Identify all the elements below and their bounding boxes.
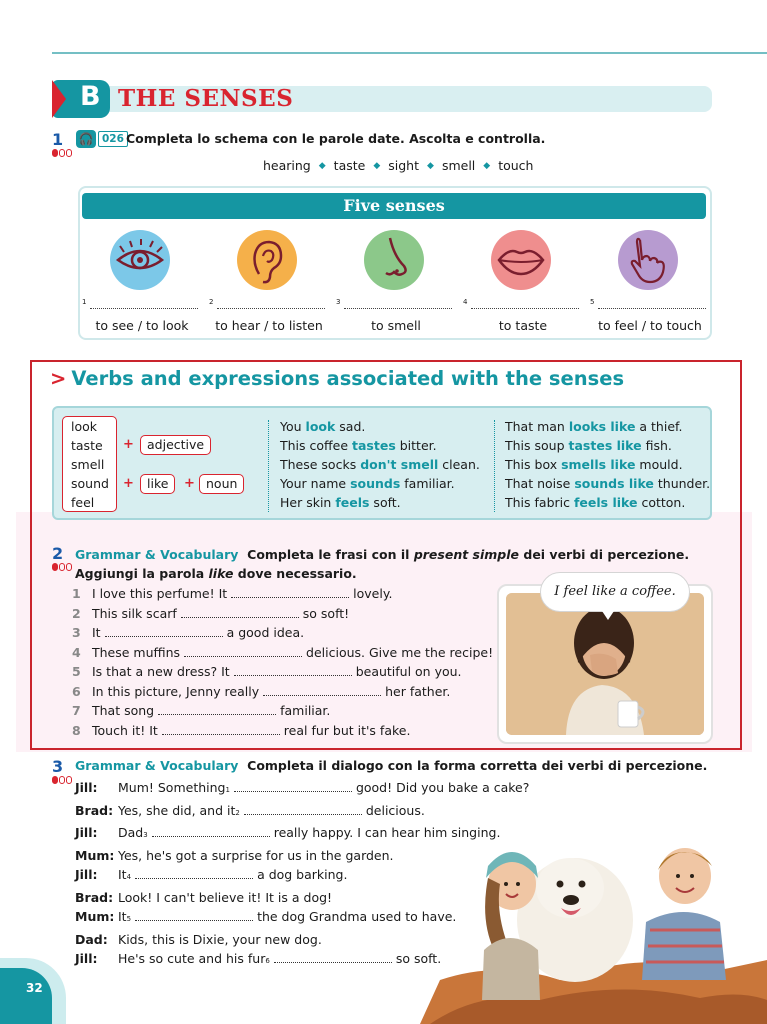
plus-sign: +	[184, 476, 195, 491]
answer-blank[interactable]	[234, 665, 352, 676]
exercise-2-instruction: Grammar & Vocabulary Completa le frasi con il present simple dei verbi di percezione. Aggiungi la parola like dove necessario.	[75, 547, 690, 581]
dialogue-line: Mum: Yes, he's got a surprise for us in the garden.	[75, 847, 394, 863]
sense-label: to see / to look	[95, 318, 189, 333]
adjective-examples	[280, 417, 480, 512]
five-senses-title: Five senses	[82, 193, 706, 219]
example-sentence: This soup tastes like fish.	[505, 438, 672, 453]
adjective-chip: adjective	[140, 435, 211, 455]
example-sentence: Your name sounds familiar.	[280, 476, 455, 491]
list-item: 4 These muffins delicious. Give me the recipe!	[72, 644, 494, 660]
dialogue-line: Jill: He's so cute and his fur $_6$ so soft.	[75, 951, 442, 966]
difficulty-indicator	[52, 776, 72, 784]
like-examples	[505, 417, 710, 512]
example-sentence: This box smells like mould.	[505, 457, 683, 472]
audio-track[interactable]	[76, 130, 128, 148]
chevron-right-icon: >	[50, 367, 67, 390]
ear-icon	[237, 230, 297, 290]
example-sentence: These socks don't smell clean.	[280, 457, 480, 472]
dialogue-line: Brad: Yes, she did, and it $_2$ delicious.	[75, 802, 425, 818]
answer-blank[interactable]	[231, 587, 349, 598]
list-item: 5 Is that a new dress? It beautiful on you.	[72, 664, 462, 679]
list-item: 7 That song familiar.	[72, 703, 331, 718]
plus-sign: +	[123, 476, 134, 491]
headphones-icon[interactable]: 🎧	[76, 130, 96, 148]
exercise-2-number: 2	[52, 544, 64, 563]
word-bank-item: sight	[388, 158, 420, 173]
sense-item: 4 to taste	[463, 228, 587, 338]
word-bank	[263, 158, 533, 173]
diamond-icon: ◆	[427, 160, 434, 171]
example-sentence: That noise sounds like thunder.	[505, 476, 711, 491]
example-sentence: You look sad.	[280, 419, 366, 434]
exercise-3-number: 3	[52, 757, 64, 776]
verb-item: look	[71, 419, 98, 434]
sense-item: 3 to smell	[336, 228, 460, 338]
noun-chip: noun	[199, 474, 244, 494]
top-rule	[52, 52, 767, 54]
exercise-3-instruction: Grammar & Vocabulary Completa il dialogo con la forma corretta dei verbi di percezione.	[75, 758, 708, 773]
list-item: 8 Touch it! It real fur but it's fake.	[72, 722, 411, 738]
example-sentence: That man looks like a thief.	[505, 419, 683, 434]
dialogue-line: Jill: It $_4$ a dog barking.	[75, 867, 348, 882]
answer-blank[interactable]	[135, 868, 253, 879]
word-bank-item: touch	[498, 158, 534, 173]
list-item: 6 In this picture, Jenny really her father.	[72, 683, 451, 699]
list-item: 3 It a good idea.	[72, 625, 305, 640]
dialogue-line: Jill: Dad $_3$ really happy. I can hear him singing.	[75, 825, 501, 840]
verb-item: taste	[71, 438, 103, 453]
page-number: 32	[0, 968, 52, 1024]
speech-bubble: I feel like a coffee.	[540, 572, 690, 612]
example-sentence: Her skin feels soft.	[280, 495, 401, 510]
section-letter: B	[80, 81, 101, 112]
word-bank-item: smell	[441, 158, 476, 173]
list-item: 1 I love this perfume! It lovely.	[72, 586, 393, 601]
diamond-icon: ◆	[318, 160, 326, 171]
difficulty-indicator	[52, 563, 72, 571]
answer-blank[interactable]	[152, 826, 270, 837]
section-title: THE SENSES	[118, 85, 294, 112]
example-sentence: This coffee tastes bitter.	[280, 438, 437, 453]
dialogue-line: Dad: Kids, this is Dixie, your new dog.	[75, 931, 322, 947]
sense-item: 2 to hear / to listen	[209, 228, 333, 338]
sense-label: to smell	[371, 318, 421, 333]
exercise-1-instruction: Completa lo schema con le parole date. Ascolta e controlla.	[126, 131, 546, 146]
verbs-title: > Verbs and expressions associated with the senses	[50, 367, 625, 390]
answer-blank[interactable]	[263, 685, 381, 696]
speech-bubble-tail	[600, 608, 616, 620]
sense-item: 5 to feel / to touch	[590, 228, 714, 338]
kids-with-dog-photo	[420, 830, 767, 1024]
column-divider	[268, 420, 269, 512]
answer-blank[interactable]	[234, 781, 352, 792]
grammar-vocabulary-tag: Grammar & Vocabulary	[75, 758, 239, 773]
like-chip: like	[140, 474, 175, 494]
difficulty-indicator	[52, 149, 72, 157]
answer-blank[interactable]	[181, 607, 299, 618]
sense-item: 1 to see / to look	[82, 228, 206, 338]
section-chevron-icon	[52, 80, 66, 118]
hand-icon	[618, 230, 678, 290]
exercise-2-items	[72, 584, 493, 740]
dialogue-line: Mum: It $_5$ the dog Grandma used to have.	[75, 909, 457, 924]
five-senses-box	[78, 186, 712, 340]
column-divider	[494, 420, 495, 512]
example-sentence: This fabric feels like cotton.	[505, 495, 686, 510]
word-bank-item: hearing	[263, 158, 311, 173]
grammar-vocabulary-tag: Grammar & Vocabulary	[75, 547, 239, 562]
answer-blank[interactable]	[162, 724, 280, 735]
list-item: 2 This silk scarf so soft!	[72, 605, 350, 621]
verb-item: feel	[71, 495, 95, 510]
answer-blank[interactable]	[244, 804, 362, 815]
lips-icon	[491, 230, 551, 290]
answer-blank[interactable]	[135, 910, 253, 921]
nose-icon	[364, 230, 424, 290]
exercise-1-number: 1	[52, 130, 64, 149]
diamond-icon: ◆	[483, 160, 491, 171]
plus-sign: +	[123, 437, 134, 452]
section-heading	[52, 80, 712, 116]
audio-track-number[interactable]: 026	[98, 131, 128, 147]
dialogue-line: Jill: Mum! Something $_1$ good! Did you bake a cake?	[75, 780, 530, 795]
answer-blank[interactable]	[184, 646, 302, 657]
word-bank-item: taste	[333, 158, 366, 173]
answer-blank[interactable]	[105, 626, 223, 637]
answer-blank[interactable]	[158, 704, 276, 715]
eye-icon	[110, 230, 170, 290]
verb-list	[62, 416, 117, 512]
verb-item: sound	[71, 476, 109, 491]
sense-label: to feel / to touch	[598, 318, 702, 333]
dialogue-line: Brad: Look! I can't believe it! It is a dog!	[75, 889, 333, 905]
sense-label: to taste	[498, 318, 548, 333]
sense-label: to hear / to listen	[215, 318, 323, 333]
verb-item: smell	[71, 457, 105, 472]
answer-blank[interactable]	[274, 952, 392, 963]
diamond-icon: ◆	[373, 160, 381, 171]
